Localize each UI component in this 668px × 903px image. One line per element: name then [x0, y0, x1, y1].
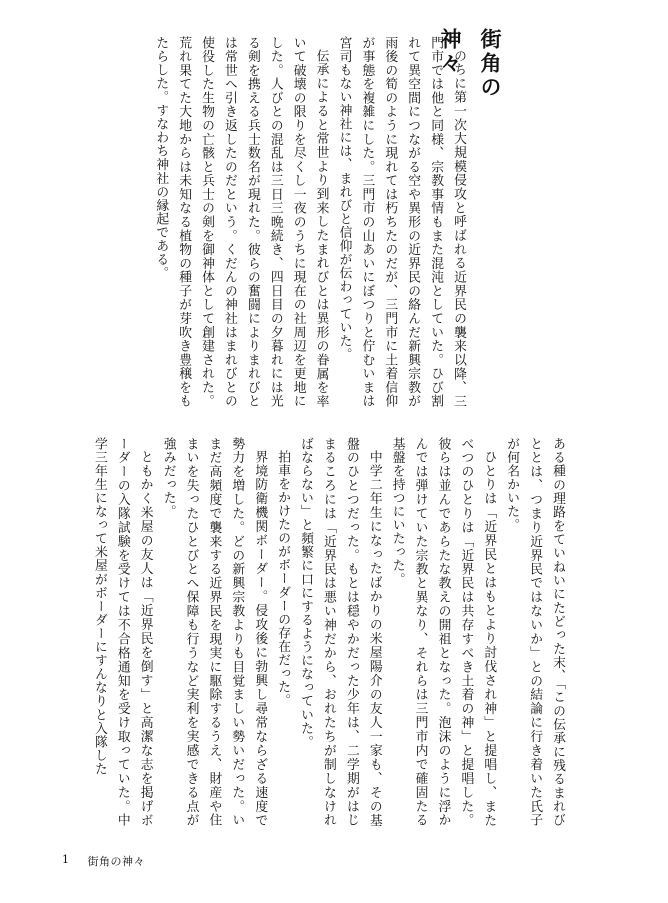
paragraph: 拍車をかけたのがボーダーの存在だった。 — [275, 449, 291, 708]
text-block-bottom — [74, 437, 568, 827]
page-footer — [62, 853, 145, 869]
paragraph: ともかく米屋の友人は「近界民を倒す」と高潔な志を掲げボーダーの入隊試験を受けては不合格通知を受け取っていた。中学三年生になって米屋がボーダーにすんなりと入隊した — [91, 437, 153, 827]
chapter-title: 街角の神々 — [438, 28, 503, 100]
paragraph: ひとりは「近界民とはもとより討伐され神」と提唱し、またべつのひとりは「近界民は共存すべき土着の神」と提唱した。彼らは並んであらたな教えの開祖となった。泡沫のように浮かんでは弾けていた宗教と異なり、それらは三門市内で確固たる基盤を持つにいたった。 — [389, 437, 497, 827]
paragraph: 界境防衛機関ボーダー。侵攻後に勃興し尋常ならざる速度で勢力を増した。どの新興宗教よりも目覚ましい勢いだった。いまだ高頻度で襲来する近界民を現実に駆除するうえ、財産や住まいを失ったひとびとへ保障も行うなど実利を実感できる点が強みだった。 — [160, 437, 268, 827]
paragraph: ある種の理路をていねいにたどった末、「この伝承に残るまれびととは、つまり近界民ではないか」との結論に行き着いた氏子が何名かいた。 — [504, 437, 565, 827]
page-number: 1 — [62, 853, 70, 866]
paragraph: 中学二年生になったばかりの米屋陽介の友人一家も、その基盤のひとつだった。もとは穏やかだった少年は、二学期がはじまるころには「近界民は悪い神だから、おれたちが制しなければならない」と頻繁に口にするようになっていた。 — [298, 437, 382, 827]
text-block-top — [74, 36, 469, 408]
running-title: 街角の神々 — [87, 855, 145, 868]
paragraph: のちに第一次大規模侵攻と呼ばれる近界民の襲来以降、三門市では他と同様、宗教事情もまた混沌としていた。ひび割れて異空間につながる空や異形の近界民の絡んだ新興宗教が雨後の筍のように現れては朽ちたのだが、三門市に土着信仰が事態を複雑にした。三門市の山あいにぼつりと佇むいまは宮司もない神社には、まれびと信仰が伝わっていた。 — [336, 36, 466, 408]
paragraph: 伝承によると常世より到来したまれびとは異形の眷属を率いて破壊の限りを尽くし一夜のうちに現在の社周辺を更地にした。人びとの混乱は三日三晩続き、四日目の夕暮れには光る剣を携える兵士数名が現れた。彼らの奮闘によりまれびとは常世へ引き返したのだという。くだんの神社はまれびとの使役した生物の亡骸と兵士の剣を御神体として創建された。荒れ果てた大地からは未知なる植物の種子が芽吹き豊穣をもたらした。すなわち神社の縁起である。 — [153, 36, 329, 408]
